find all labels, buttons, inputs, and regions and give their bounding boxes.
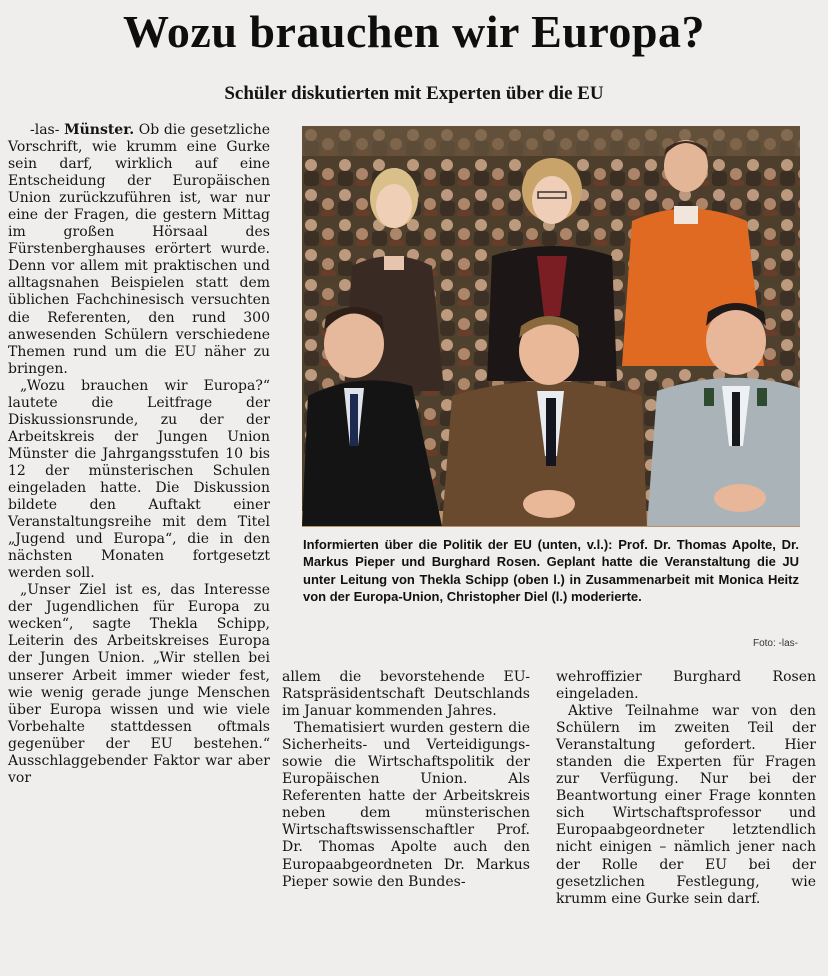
body-paragraph: Thematisiert wurden gestern die Sicherheits- und Verteidigungs- sowie die Wirtschaftspolitik der Europäischen Union. Als Referenten hatte der Arbeitskreis neben dem münsterischen Wirtschaftswissenschaftler Prof. Dr. Thomas Apolte auch den Europaabgeordneten Dr. Markus Pieper sowie den Bundes- bbox=[282, 720, 530, 890]
body-paragraph: „Wozu brauchen wir Europa?“ lautete die Leitfrage der Diskussionsrunde, zu der der Arbeitskreis der Jungen Union Münster die Jahrgangsstufen 10 bis 12 der münsterischen Schulen eingeladen hatte. Die Diskussion bildete den Auftakt einer Veranstaltungsreihe mit dem Titel „Jugend und Europa“, die in den nächsten Monaten fortgesetzt werden soll. bbox=[8, 377, 270, 582]
article-column-3 bbox=[556, 669, 816, 908]
article-photo bbox=[302, 126, 800, 527]
lead-paragraph bbox=[8, 122, 270, 378]
article-column-2 bbox=[282, 669, 530, 891]
body-paragraph: wehroffizier Burghard Rosen eingeladen. bbox=[556, 669, 816, 703]
body-paragraph: Aktive Teilnahme war von den Schülern im zweiten Teil der Veranstaltung gefordert. Hier standen die Experten für Fragen zur Verfügung. Nur bei der Beantwortung einer Frage konnten sich Wirtschaftsprofessor und Europaabgeordneter letztendlich nicht einigen – nämlich jener nach der Rolle der EU bei der gesetzlichen Festlegung, wie krumm eine Gurke sein darf. bbox=[556, 703, 816, 907]
lead-text: Ob die gesetzliche Vorschrift, wie krumm eine Gurke sein darf, wirklich auf eine Entscheidung der Europäischen Union zurückzuführen ist, war nur eine der Fragen, die gestern Mittag im großen Hörsaal des Fürstenberghauses erörtert wurde. Denn vor allem mit praktischen und alltagsnahen Beispielen statt dem üblichen Fachchinesisch versuchten die Referenten, den rund 300 anwesenden Schülern verschiedene Themen rund um die EU näher zu bringen. bbox=[8, 122, 270, 377]
photo-caption: Informierten über die Politik der EU (unten, v.l.): Prof. Dr. Thomas Apolte, Dr. Markus Pieper und Burghard Rosen. Geplant hatte die Veranstaltung die JU unter Leitung von Thekla Schipp (oben l.) in Zusammenarbeit mit Monica Heitz von der Europa-Union, Christopher Diel (l.) moderierte. bbox=[303, 537, 799, 604]
article-subheadline: Schüler diskutierten mit Experten über die EU bbox=[224, 83, 604, 104]
photo-credit: Foto: -las- bbox=[752, 638, 798, 649]
dateline: Münster. bbox=[64, 122, 135, 138]
author-tag: -las- bbox=[30, 122, 65, 138]
body-paragraph: „Unser Ziel ist es, das Interesse der Jugendlichen für Europa zu wecken“, sagte Thekla Schipp, Leiterin des Arbeitskreises Europa der Jungen Union. „Wir stellen bei unserer Arbeit immer wieder fest, wie wenig gerade junge Menschen über Europa wissen und wie viele Vorbehalte stattdessen oftmals gegenüber der EU bestehen.“ Ausschlaggebender Faktor war aber vor bbox=[8, 582, 270, 786]
body-paragraph: allem die bevorstehende EU-Ratspräsidentschaft Deutschlands im Januar kommenden Jahres. bbox=[282, 669, 530, 720]
article-headline: Wozu brauchen wir Europa? bbox=[122, 6, 706, 57]
article-column-1 bbox=[8, 122, 270, 787]
